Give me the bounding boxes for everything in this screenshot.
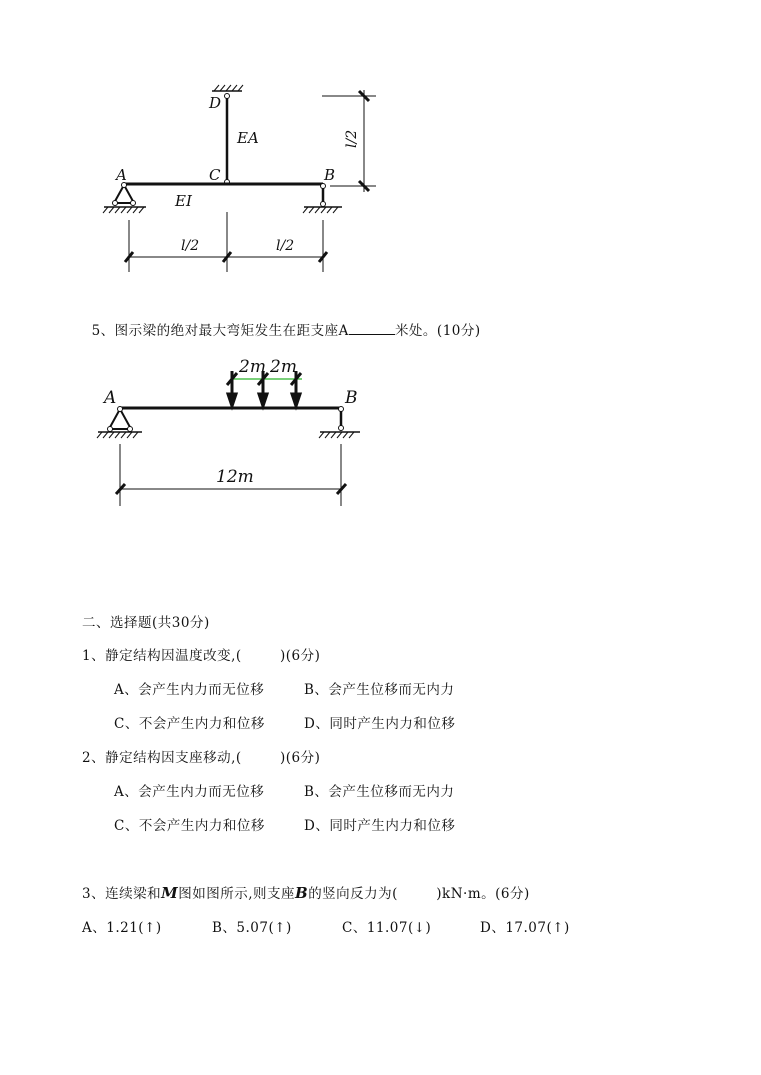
q3-b-symbol: B <box>295 884 309 902</box>
q5-text-before: 5、图示梁的绝对最大弯矩发生在距支座A <box>91 323 349 339</box>
label-ea: EA <box>237 129 259 147</box>
dim-spacing-1: 2m <box>239 357 266 377</box>
q3-option-d[interactable]: D、17.07(↑) <box>480 920 570 936</box>
dim-left: l/2 <box>181 238 200 254</box>
q1-option-c[interactable]: C、不会产生内力和位移 <box>114 716 265 732</box>
q3-m-symbol: M <box>161 884 179 902</box>
dim-span: 12m <box>216 467 254 487</box>
section-2-title: 二、选择题(共30分) <box>82 615 210 631</box>
q3-part-1: 3、连续梁和 <box>82 886 162 902</box>
question-2-stem: 2、静定结构因支座移动,( )(6分) <box>82 750 321 766</box>
label-a: A <box>116 166 127 184</box>
q3-part-2: 图如图所示,则支座 <box>178 886 295 902</box>
label-d: D <box>209 94 222 112</box>
q1-option-d[interactable]: D、同时产生内力和位移 <box>304 716 456 732</box>
question-3-stem <box>82 882 530 902</box>
q3-option-a[interactable]: A、1.21(↑) <box>82 920 162 936</box>
q2-option-c[interactable]: C、不会产生内力和位移 <box>114 818 265 834</box>
label-ei: EI <box>175 192 192 210</box>
label-b-2: B <box>345 388 358 408</box>
dim-height: l/2 <box>344 129 360 148</box>
q2-option-b[interactable]: B、会产生位移而无内力 <box>304 784 455 800</box>
label-b: B <box>324 166 336 184</box>
q3-option-b[interactable]: B、5.07(↑) <box>212 920 292 936</box>
q1-option-a[interactable]: A、会产生内力而无位移 <box>114 682 265 698</box>
q3-part-3: 的竖向反力为( )kN·m。(6分) <box>308 886 530 902</box>
dim-right: l/2 <box>276 238 295 254</box>
q2-option-a[interactable]: A、会产生内力而无位移 <box>114 784 265 800</box>
label-a-2: A <box>104 388 117 408</box>
q2-option-d[interactable]: D、同时产生内力和位移 <box>304 818 456 834</box>
figure-2-beam-moving-loads <box>0 0 761 520</box>
q3-option-c[interactable]: C、11.07(↓) <box>342 920 432 936</box>
label-c: C <box>209 166 221 184</box>
question-1-stem: 1、静定结构因温度改变,( )(6分) <box>82 648 321 664</box>
q1-option-b[interactable]: B、会产生位移而无内力 <box>304 682 455 698</box>
dim-spacing-2: 2m <box>270 357 297 377</box>
q5-text-after: 米处。(10分) <box>394 323 481 339</box>
